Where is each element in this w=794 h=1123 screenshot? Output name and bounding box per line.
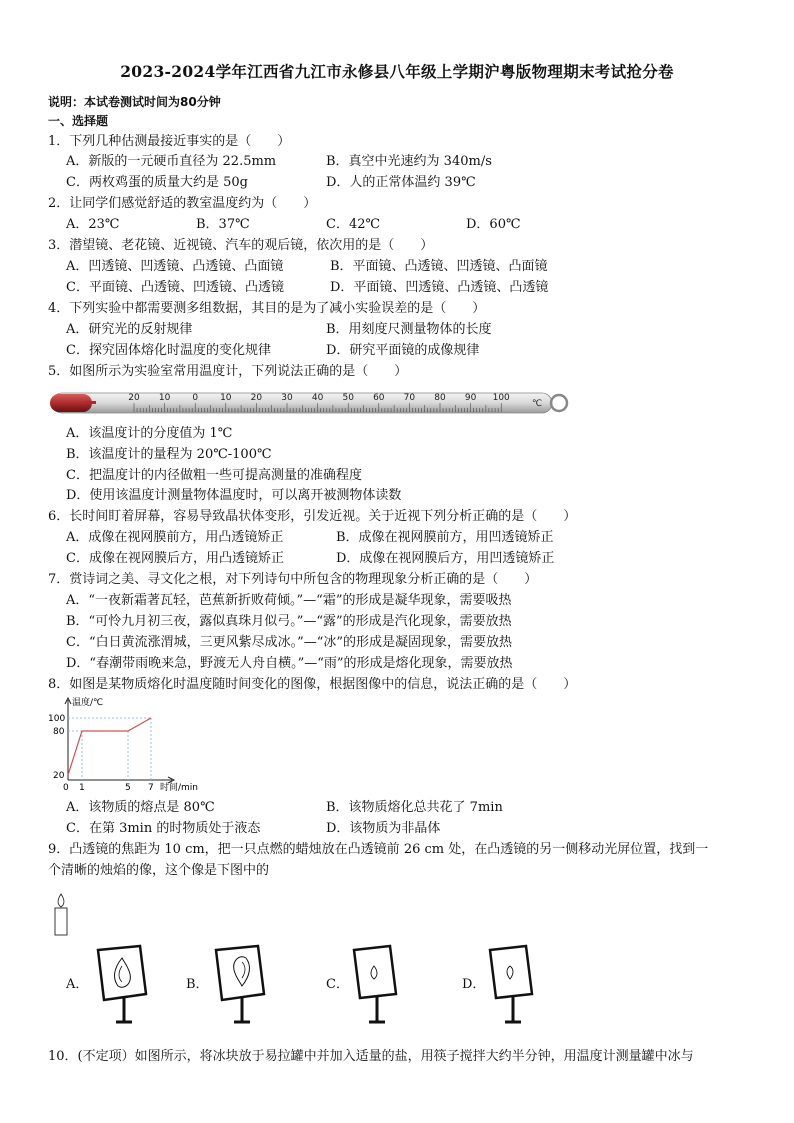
thermometer-tick-label: 20 [128,393,140,403]
q9-stem-line2: 个清晰的烛焰的像，这个像是下图中的 [48,863,270,878]
thermometer-tick-label: 40 [311,393,324,403]
q5-option-d: D．使用该温度计测量物体温度时，可以离开被测物体读数 [66,488,402,503]
screen-image-c-icon [350,944,406,1026]
q2-stem: 2．让同学们感觉舒适的教室温度约为（ ） [48,196,317,211]
q5-option-a: A．该温度计的分度值为 1℃ [66,426,233,441]
q6-stem: 6．长时间盯着屏幕，容易导致晶状体变形，引发近视。关于近视下列分析正确的是（ ） [48,509,577,524]
q4-option-b: B．用刻度尺测量物体的长度 [326,322,492,337]
screen-image-a-icon [94,944,150,1026]
q6-option-d: D．成像在视网膜后方，用凹透镜矫正 [336,551,555,566]
q8-option-b: B．该物质熔化总共花了 7min [326,800,503,815]
thermometer-tick-label: 70 [403,393,416,403]
q4-option-c: C．探究固体熔化时温度的变化规律 [66,343,271,358]
exam-note: 说明：本试卷测试时间为80分钟 [48,95,221,109]
q9-option-d-label: D． [462,977,486,992]
q1-option-a: A．新版的一元硬币直径为 22.5mm [66,154,277,169]
q4-option-d: D．研究平面镜的成像规律 [326,343,480,358]
q5-option-c: C．把温度计的内径做粗一些可提高测量的准确程度 [66,468,362,483]
thermometer-tick-label: 30 [281,393,293,403]
q1-option-d: D．人的正常体温约 39℃ [326,175,476,190]
q2-option-b: B．37℃ [196,217,250,232]
q6-option-b: B．成像在视网膜前方，用凹透镜矫正 [336,530,554,545]
thermometer-tick-label: 0 [192,393,199,403]
graph-x-label: 时间/min [160,783,199,793]
q1-option-b: B．真空中光速约为 340m/s [326,154,492,169]
thermometer-tick-label: 50 [342,393,354,403]
q7-option-d: D．“春潮带雨晚来急，野渡无人舟自横。”—“雨”的形成是熔化现象，需要放热 [66,656,513,671]
q4-stem: 4．下列实验中都需要测多组数据，其目的是为了减小实验误差的是（ ） [48,301,486,316]
q7-stem: 7．赏诗词之美、寻文化之根，对下列诗句中所包含的物理现象分析正确的是（ ） [48,572,538,587]
q9-option-c-label: C． [326,977,349,992]
thermometer-tick-label: 80 [434,393,446,403]
thermometer-tick-label: 10 [158,393,171,403]
graph-x-tick-5: 5 [125,783,131,793]
q9-stem-line1: 9．凸透镜的焦距为 10 cm，把一只点燃的蜡烛放在凸透镜前 26 cm 处，在凸透镜的另一侧移动光屏位置，找到一 [48,842,709,857]
graph-x-tick-7: 7 [148,783,154,793]
graph-y-tick-80: 80 [53,727,65,737]
q2-option-d: D．60℃ [466,217,521,232]
q3-option-c: C．平面镜、凸透镜、凹透镜、凸透镜 [66,280,284,295]
thermometer-tick-label: 60 [373,393,385,403]
q7-option-c: C．“白日黄流涨渭城，三更风紫尽成冰。”—“冰”的形成是凝固现象，需要放热 [66,635,513,650]
q1-stem: 1．下列几种估测最接近事实的是（ ） [48,134,291,149]
q8-option-c: C．在第 3min 的时物质处于液态 [66,821,261,836]
q3-option-b: B．平面镜、凸透镜、凹透镜、凸面镜 [330,259,548,274]
q9-option-a-label: A． [66,977,89,992]
q5-stem: 5．如图所示为实验室常用温度计，下列说法正确的是（ ） [48,364,408,379]
q8-stem: 8．如图是某物质熔化时温度随时间变化的图像，根据图像中的信息，说法正确的是（ ） [48,677,577,692]
section-heading: 一、选择题 [48,114,109,128]
q6-option-c: C．成像在视网膜后方，用凸透镜矫正 [66,551,284,566]
q2-option-c: C．42℃ [326,217,381,232]
q6-option-a: A．成像在视网膜前方，用凸透镜矫正 [66,530,284,545]
q2-option-a: A．23℃ [66,217,120,232]
q4-option-a: A．研究光的反射规律 [66,322,193,337]
q7-option-a: A．“一夜新霜著瓦轻，芭蕉新折败荷倾。”—“霜”的形成是凝华现象，需要吸热 [66,593,512,608]
thermometer-tick-label: 100 [492,393,510,403]
graph-y-tick-20: 20 [53,771,65,781]
q8-option-d: D．该物质为非晶体 [326,821,441,836]
q3-option-d: D．平面镜、凹透镜、凸透镜、凸透镜 [330,280,549,295]
graph-x-tick-1: 1 [79,783,85,793]
q10-stem: 10．(不定项）如图所示，将冰块放于易拉罐中并加入适量的盐，用筷子搅拌大约半分钟，用温度计测量罐中冰与 [48,1049,694,1064]
graph-y-label: 温度/℃ [72,698,104,708]
thermometer-tick-label: 90 [464,393,477,403]
q9-option-b-label: B． [186,977,209,992]
graph-y-tick-100: 100 [48,714,66,724]
melting-graph [44,694,224,794]
thermometer-figure [46,388,572,418]
q5-option-b: B．该温度计的量程为 20℃-100℃ [66,447,272,462]
q1-option-c: C．两枚鸡蛋的质量大约是 50g [66,175,248,190]
screen-image-d-icon [486,944,542,1026]
q3-option-a: A．凹透镜、凹透镜、凸透镜、凸面镜 [66,259,284,274]
q3-stem: 3．潜望镜、老花镜、近视镜、汽车的观后镜，依次用的是（ ） [48,238,434,253]
thermometer-tick-label: 10 [220,393,232,403]
q7-option-b: B．“可怜九月初三夜，露似真珠月似弓。”—“露”的形成是汽化现象，需要放热 [66,614,512,629]
screen-image-b-icon [212,944,268,1026]
page-title: 2023-2024学年江西省九江市永修县八年级上学期沪粤版物理期末考试抢分卷 [120,62,674,81]
q8-option-a: A．该物质的熔点是 80℃ [66,800,215,815]
thermometer-tick-label: 20 [250,393,263,403]
candle-icon [50,892,72,938]
thermometer-unit: ℃ [532,399,543,409]
graph-x-tick-0: 0 [63,783,69,793]
